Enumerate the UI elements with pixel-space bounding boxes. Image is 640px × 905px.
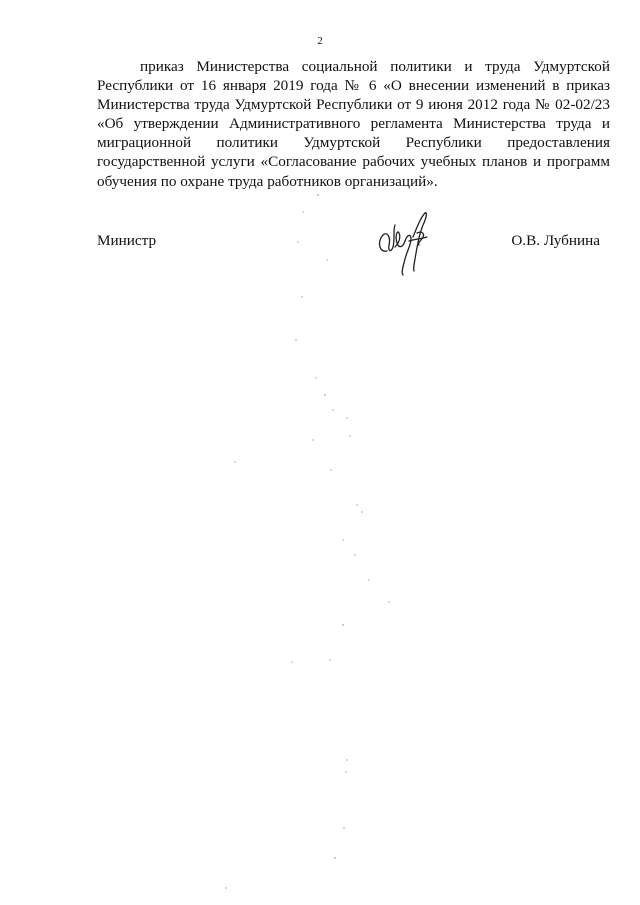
body-paragraph: приказ Министерства социальной политики и труда Удмуртской Республики от 16 января 2019 года № 6 «О внесении изменений в приказ Министерства труда Удмуртской Республики от 9 июня 2012 года № 02-02/23 «Об утверждении Административного регламента Министерства труда и миграционной политики Удмуртской Республики предоставления государственной услуги «Согласование рабочих учебных планов и программ обучения по охране труда работников организаций». xyxy=(97,58,610,190)
signatory-name: О.В. Лубнина xyxy=(511,232,600,249)
signature-block xyxy=(97,231,600,271)
signatory-title: Министр xyxy=(97,232,157,249)
handwritten-signature xyxy=(373,207,437,279)
page-number: 2 xyxy=(317,35,323,47)
